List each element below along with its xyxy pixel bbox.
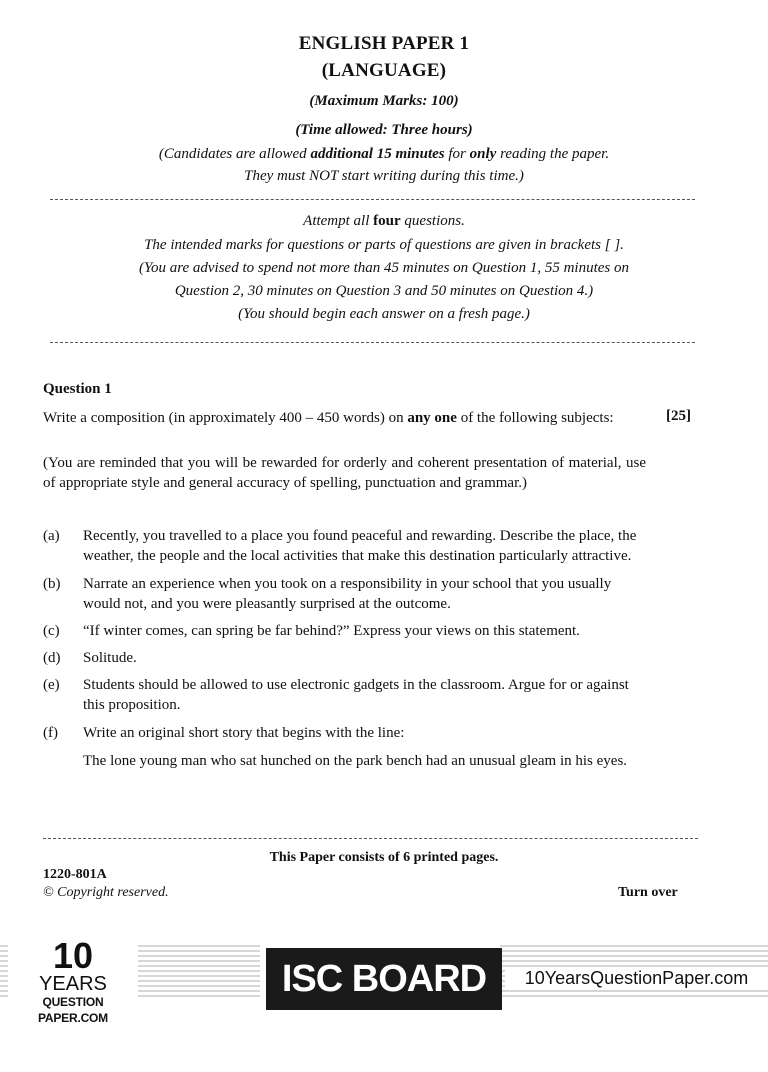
site-url[interactable]: 10YearsQuestionPaper.com bbox=[505, 968, 768, 989]
reminder-note: (You are reminded that you will be rewarded for orderly and coherent presentation of material, use of appropriate style and general accuracy of spelling, punctuation and grammar.) bbox=[43, 455, 646, 491]
list-item bbox=[43, 675, 646, 715]
logo-site: QUESTION PAPER.COM bbox=[38, 995, 108, 1025]
fresh-page-note: (You should begin each answer on a fresh page.) bbox=[238, 306, 530, 322]
list-item bbox=[43, 621, 646, 641]
board-label: ISC BOARD XII bbox=[266, 948, 502, 1010]
logo-years: YEARS bbox=[39, 973, 107, 995]
list-item bbox=[43, 723, 646, 743]
item-label: (a) bbox=[43, 528, 60, 544]
paper-title: ENGLISH PAPER 1 bbox=[298, 33, 470, 54]
item-label: (e) bbox=[43, 677, 60, 693]
paper-subtitle: (LANGUAGE) bbox=[321, 60, 447, 81]
item-label: (c) bbox=[43, 623, 60, 639]
divider-mid bbox=[50, 342, 695, 343]
marks-note: The intended marks for questions or parts of questions are given in brackets [ ]. bbox=[144, 237, 624, 253]
item-text: Recently, you travelled to a place you found peaceful and rewarding. Describe the place, the weather, the people and the local activities that make this destination particularly attractive. bbox=[83, 528, 637, 564]
item-label: (b) bbox=[43, 576, 61, 592]
time-allowed: (Time allowed: Three hours) bbox=[295, 122, 473, 138]
item-text: “If winter comes, can spring be far behind?” Express your views on this statement. bbox=[83, 623, 580, 639]
time-advice-line1: (You are advised to spend not more than 45 minutes on Question 1, 55 minutes on bbox=[139, 260, 629, 276]
copyright: © Copyright reserved. bbox=[43, 885, 169, 900]
question-intro: Write a composition (in approximately 400 – 450 words) on any one of the following subjects: bbox=[43, 410, 614, 426]
max-marks: (Maximum Marks: 100) bbox=[309, 93, 459, 109]
list-item bbox=[43, 526, 646, 566]
reading-time-note: (Candidates are allowed additional 15 minutes for only reading the paper. bbox=[158, 146, 610, 162]
item-text: Students should be allowed to use electronic gadgets in the classroom. Argue for or against this proposition. bbox=[83, 677, 629, 713]
site-logo bbox=[8, 935, 138, 1025]
attempt-instruction: Attempt all four questions. bbox=[303, 213, 465, 229]
question-heading: Question 1 bbox=[43, 381, 112, 397]
story-line: The lone young man who sat hunched on the park bench had an unusual gleam in his eyes. bbox=[83, 753, 628, 769]
question-marks: [25] bbox=[666, 408, 691, 424]
list-item bbox=[43, 574, 646, 614]
item-text: Solitude. bbox=[83, 650, 137, 666]
time-advice-line2: Question 2, 30 minutes on Question 3 and 50 minutes on Question 4.) bbox=[174, 283, 594, 299]
topic-list bbox=[43, 526, 646, 771]
item-text: Write an original short story that begins with the line: bbox=[83, 725, 405, 741]
pages-note: This Paper consists of 6 printed pages. bbox=[269, 850, 499, 865]
turn-over: Turn over bbox=[618, 885, 678, 900]
paper-code: 1220-801A bbox=[43, 867, 107, 882]
item-text: Narrate an experience when you took on a responsibility in your school that you usually would not, and you were pleasantly surprised at the outcome. bbox=[83, 576, 612, 612]
divider-top bbox=[50, 199, 695, 200]
item-label: (f) bbox=[43, 725, 58, 741]
list-item bbox=[43, 648, 646, 668]
no-writing-note: They must NOT start writing during this time.) bbox=[244, 168, 524, 184]
divider-bottom bbox=[43, 838, 698, 839]
item-label: (d) bbox=[43, 650, 61, 666]
logo-number: 10 bbox=[52, 935, 94, 976]
